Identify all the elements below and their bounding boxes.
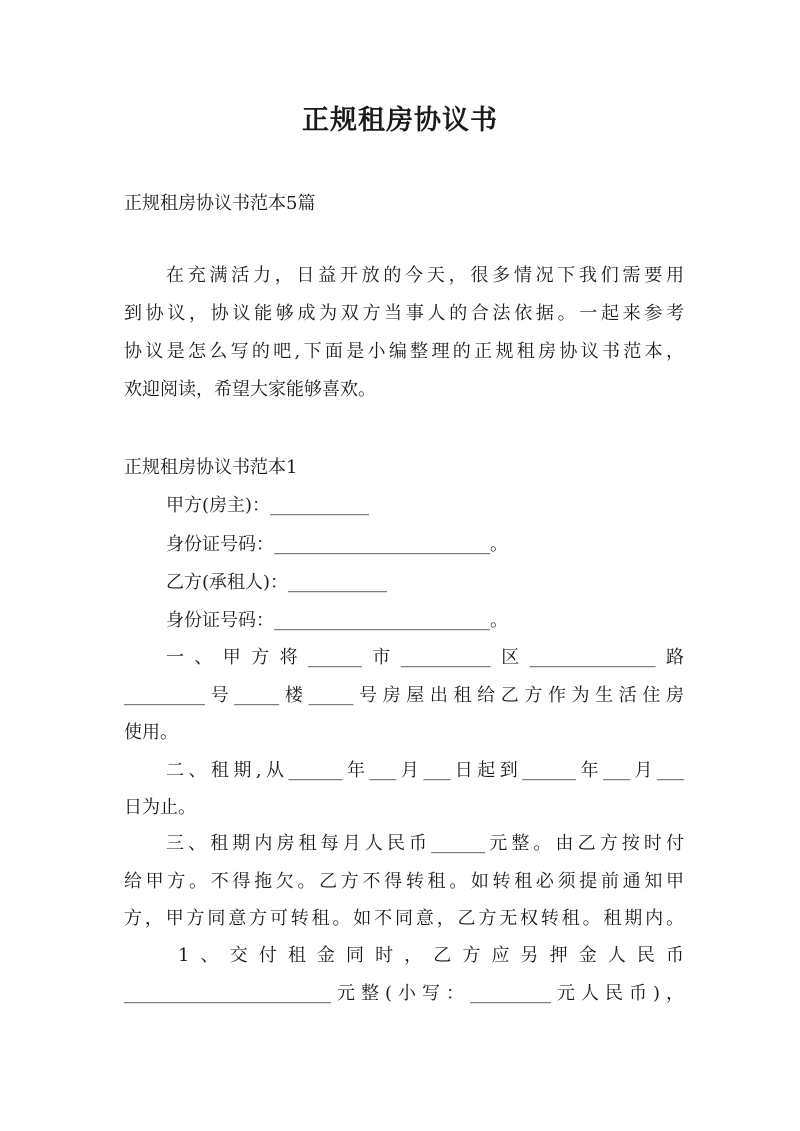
intro-line-4: 欢迎阅读，希望大家能够喜欢。 xyxy=(124,379,376,400)
document-title: 正规租房协议书 xyxy=(302,105,498,136)
clause-line: 方，甲方同意方可转租。如不同意，乙方无权转租。租期内。 xyxy=(124,908,684,929)
clause-line: 日为止。 xyxy=(124,797,196,818)
sample-heading: 正规租房协议书范本1 xyxy=(124,457,298,478)
document-subtitle: 正规租房协议书范本5篇 xyxy=(124,193,316,214)
intro-line-3: 协议是怎么写的吧,下面是小编整理的正规租房协议书范本， xyxy=(124,341,684,362)
clause-line: 给甲方。不得拖欠。乙方不得转租。如转租必须提前通知甲 xyxy=(124,871,684,892)
clause-line: 二、租期,从______年___月___日起到______年___月___ xyxy=(166,760,684,781)
clause-line: _______________________元整(小写：_________元人民币)， xyxy=(124,983,684,1004)
id-a-field: 身份证号码：________________________。 xyxy=(166,534,508,555)
clause-line: _________号_____楼_____号房屋出租给乙方作为生活住房 xyxy=(124,685,684,706)
party-b-field: 乙方(承租人)：___________ xyxy=(166,572,388,593)
id-b-field: 身份证号码：________________________。 xyxy=(166,610,508,631)
clause-line: 1、交付租金同时，乙方应另押金人民币 xyxy=(178,945,684,966)
clause-line: 使用。 xyxy=(124,722,178,743)
clause-line: 三、租期内房租每月人民币______元整。由乙方按时付 xyxy=(166,833,684,854)
party-a-field: 甲方(房主)：___________ xyxy=(166,495,370,516)
intro-line-1: 在充满活力，日益开放的今天，很多情况下我们需要用 xyxy=(166,265,684,286)
intro-line-2: 到协议，协议能够成为双方当事人的合法依据。一起来参考 xyxy=(124,303,684,324)
clause-line: 一、甲方将______市__________区______________路 xyxy=(166,647,684,668)
